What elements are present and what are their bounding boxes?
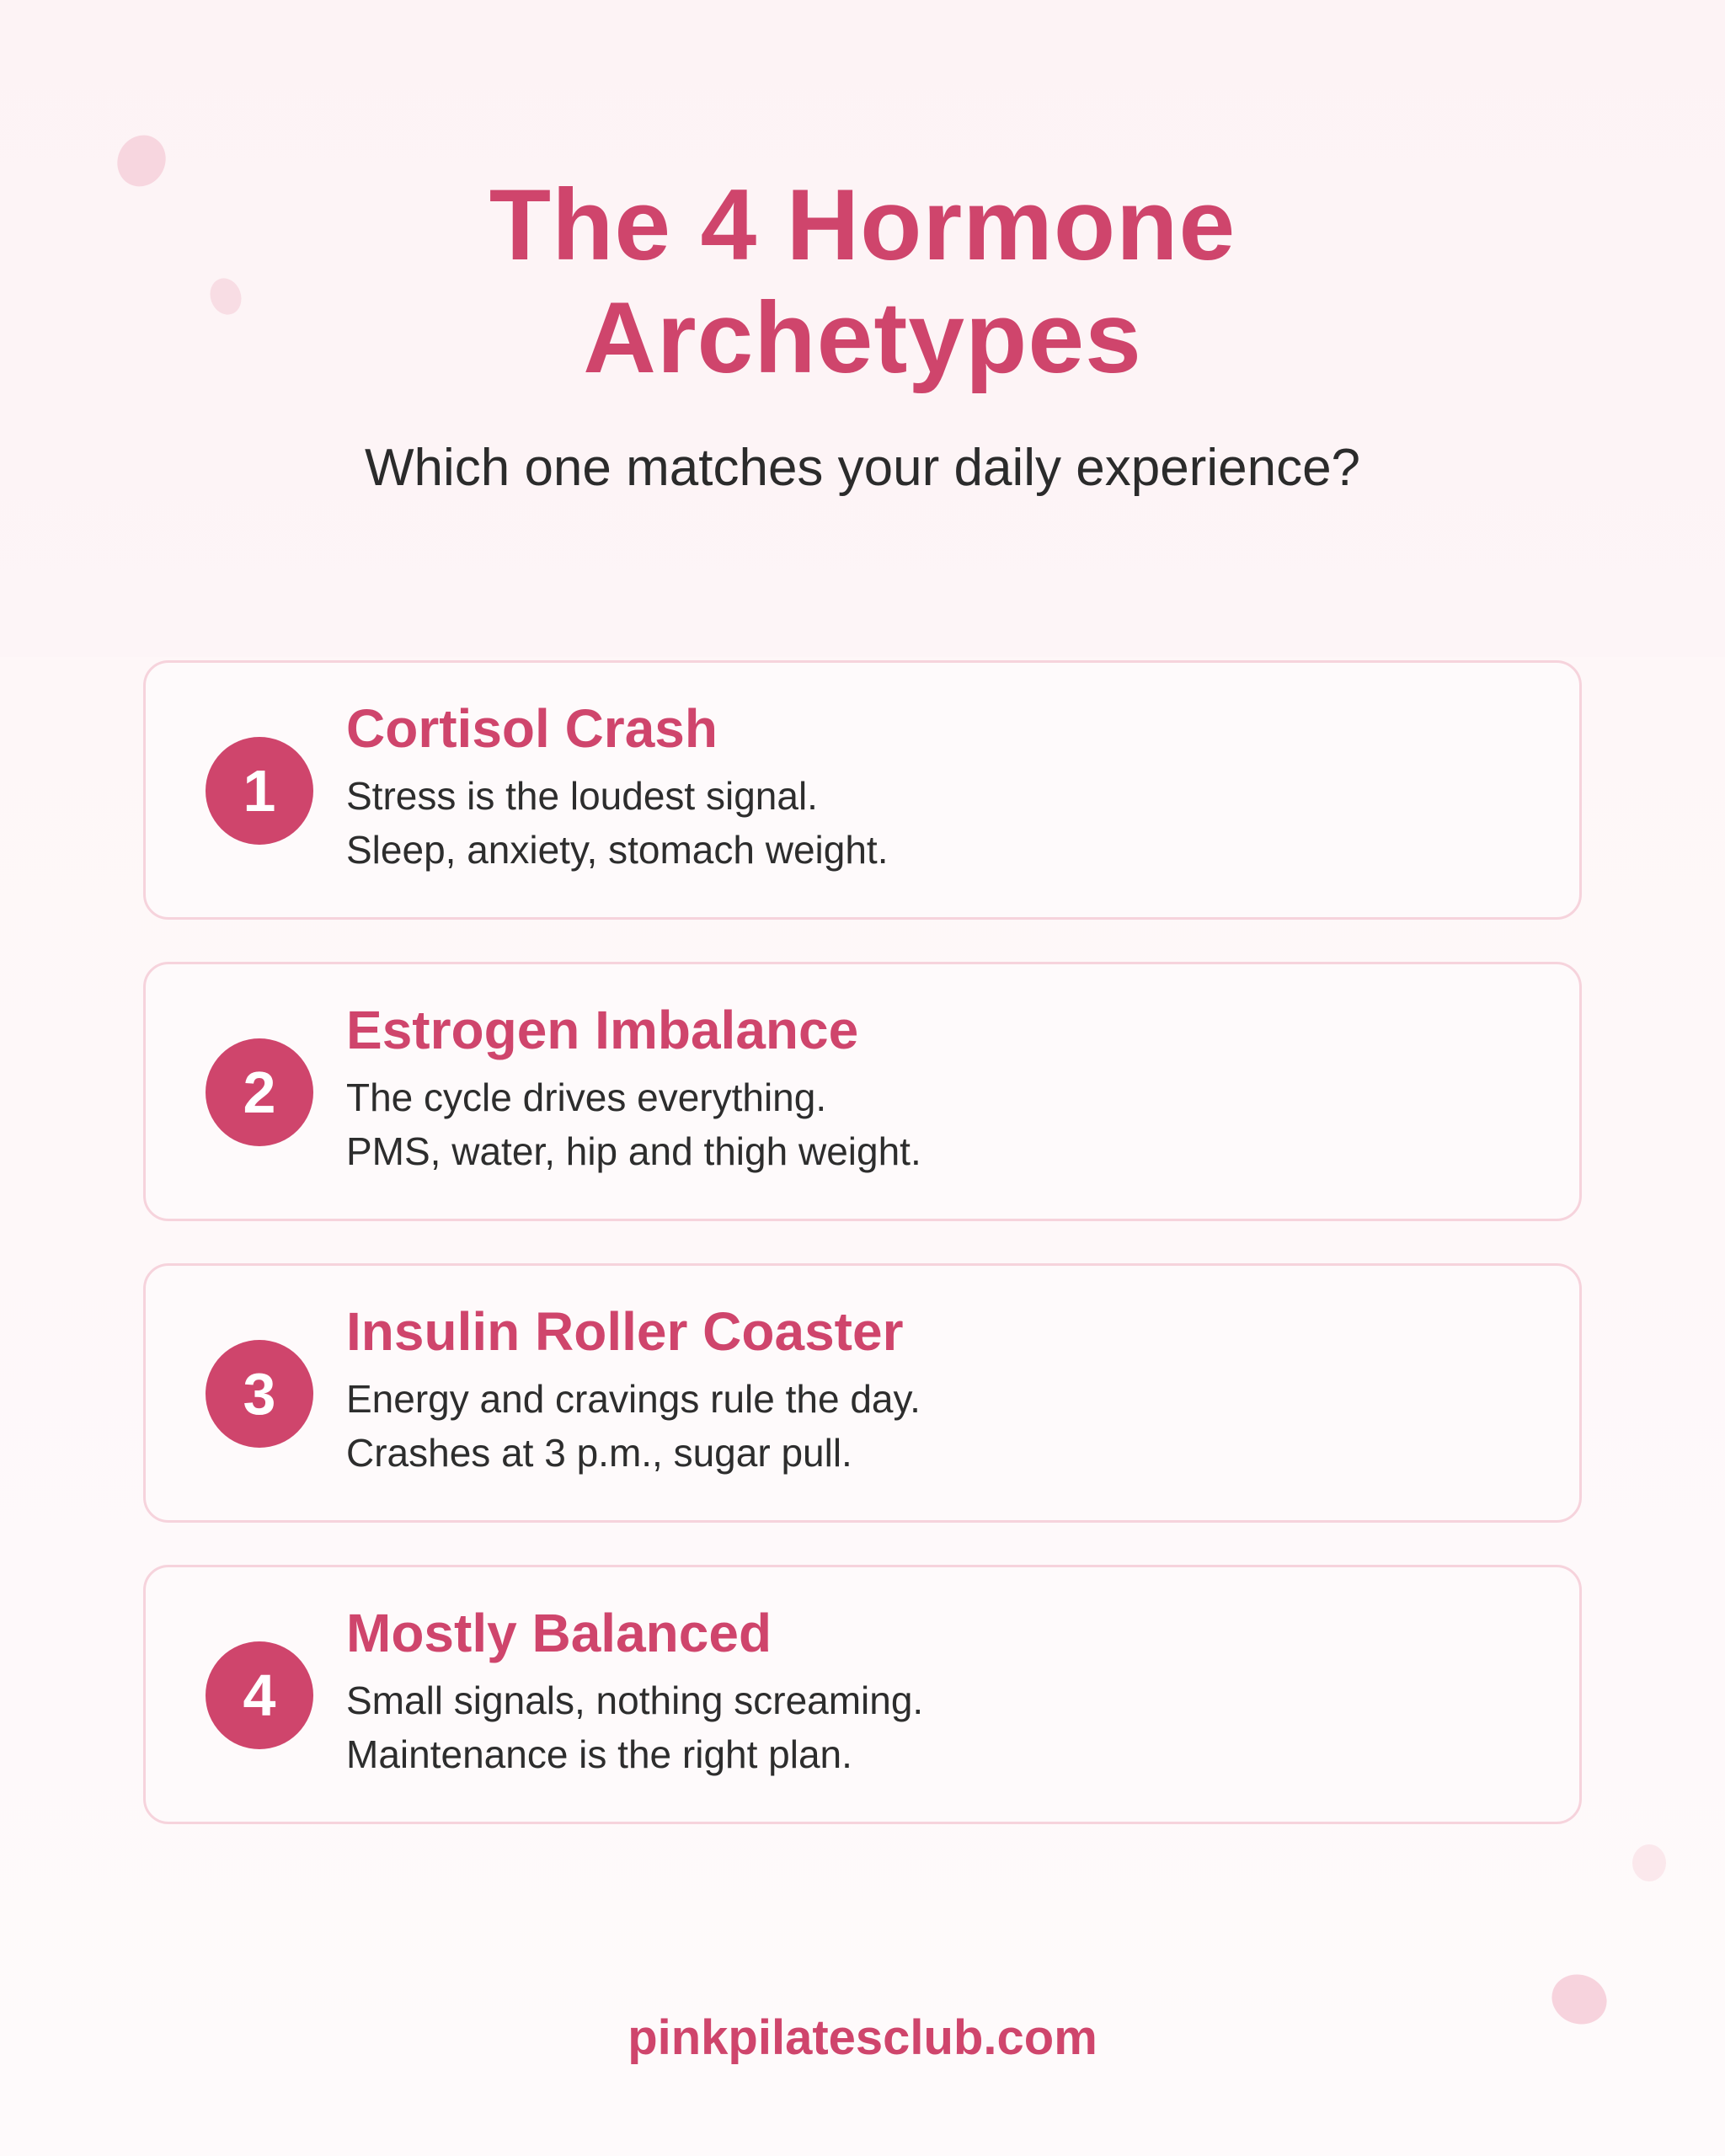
archetype-description-line-2: Maintenance is the right plan. [346,1732,852,1776]
archetype-title: Estrogen Imbalance [346,1000,859,1060]
archetype-description-line-2: Sleep, anxiety, stomach weight. [346,828,889,872]
archetype-card-mostly-balanced [143,1565,1582,1824]
archetype-card-cortisol-crash [143,660,1582,920]
number-badge: 3 [206,1340,313,1448]
archetype-title: Mostly Balanced [346,1603,772,1663]
page-subtitle: Which one matches your daily experience? [364,439,1361,497]
archetype-description-line-1: Small signals, nothing screaming. [346,1678,924,1722]
page-title [0,168,1725,394]
archetype-description-line-2: Crashes at 3 p.m., sugar pull. [346,1431,852,1475]
page-title-line-1: The 4 Hormone [489,168,1236,281]
archetype-list [143,660,1582,1866]
archetype-card-insulin-roller-coaster [143,1263,1582,1523]
archetype-description-line-1: Stress is the loudest signal. [346,774,818,818]
number-badge: 2 [206,1038,313,1146]
page-title-line-2: Archetypes [583,281,1142,394]
petal-decoration [1632,1844,1666,1881]
archetype-title: Cortisol Crash [346,698,718,759]
archetype-description-line-2: PMS, water, hip and thigh weight. [346,1129,921,1173]
archetype-title: Insulin Roller Coaster [346,1301,904,1362]
archetype-card-estrogen-imbalance [143,962,1582,1221]
archetype-description-line-1: Energy and cravings rule the day. [346,1377,921,1421]
website-link[interactable]: pinkpilatesclub.com [628,2010,1097,2065]
archetype-description-line-1: The cycle drives everything. [346,1075,827,1119]
number-badge: 4 [206,1641,313,1749]
number-badge: 1 [206,737,313,845]
